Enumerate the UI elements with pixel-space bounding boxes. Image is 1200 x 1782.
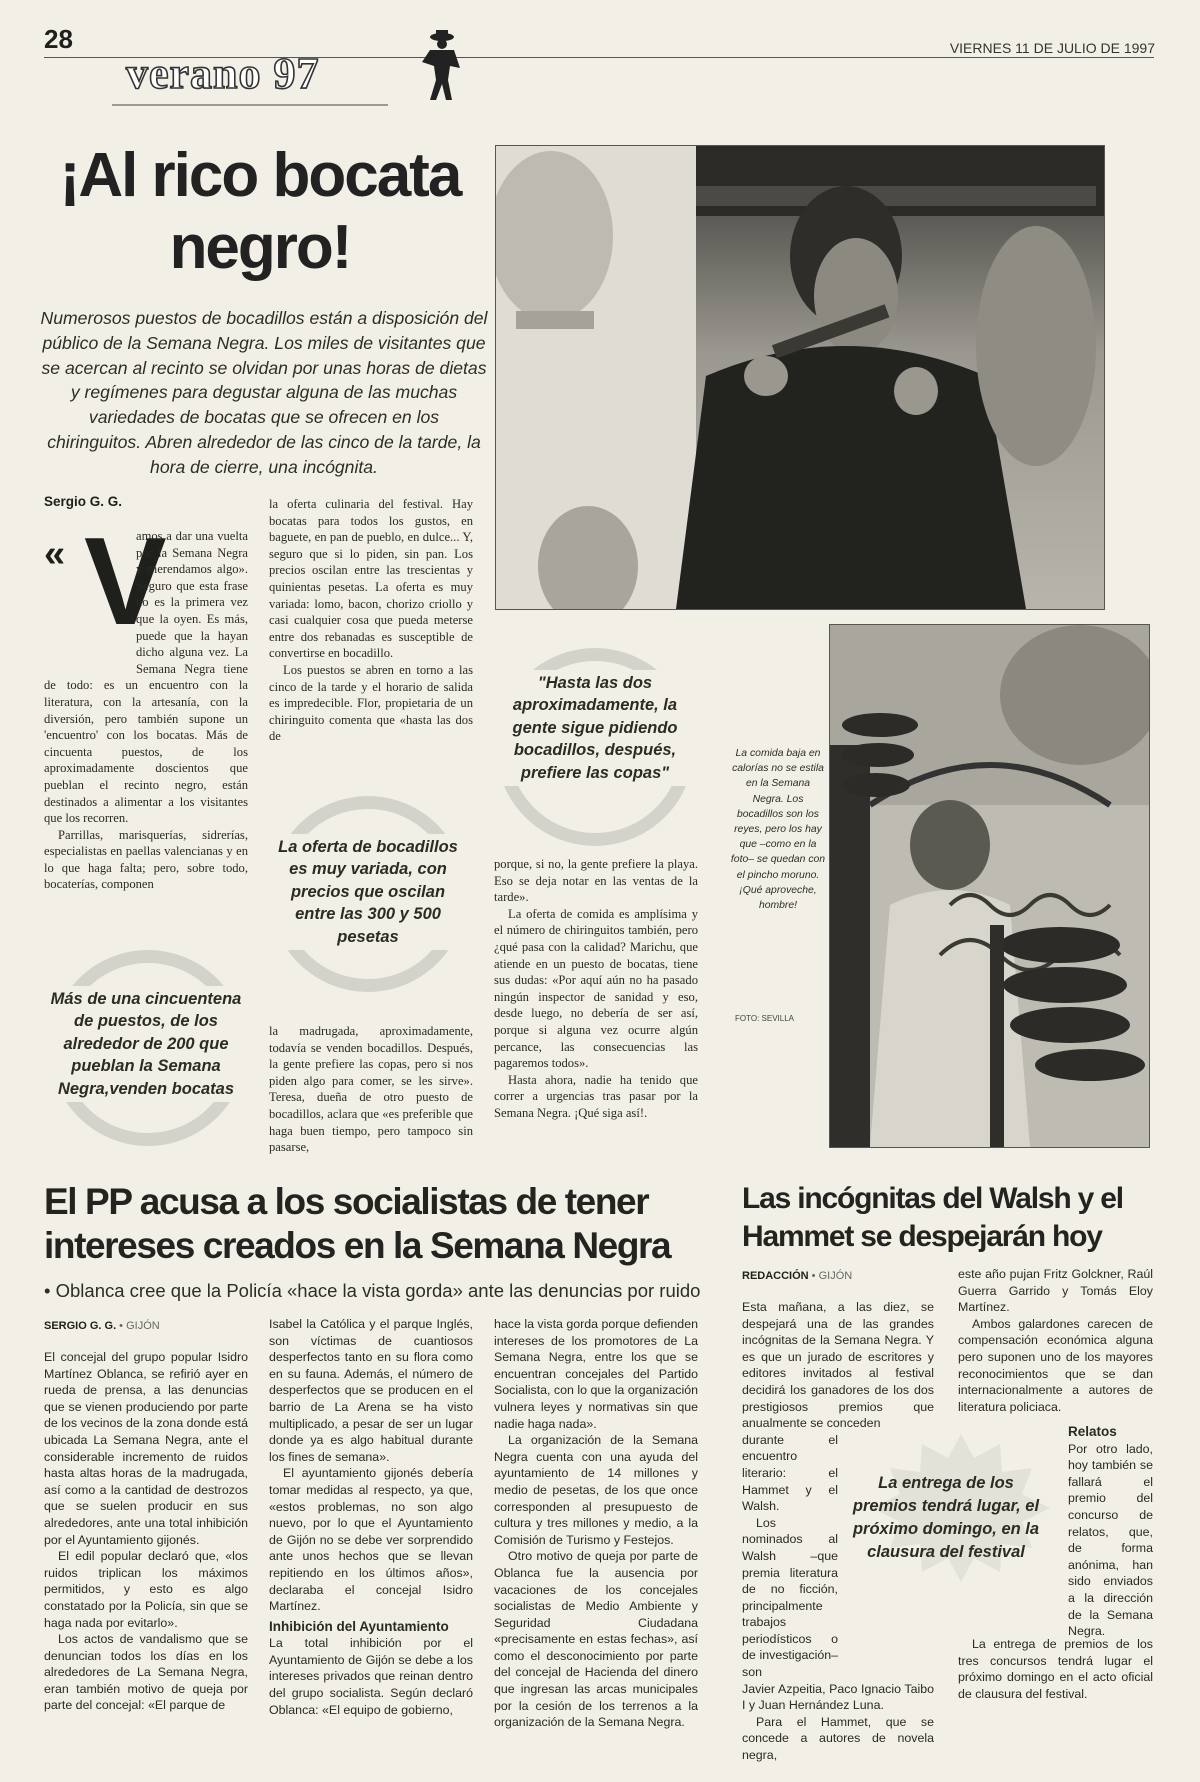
walsh-col1-p1a: Esta mañana, a las diez, se despejará una de las grandes incógnitas de la Semana Negra. Y es que un jurado de escritores y editores invitados al festival decidirá los ganadores de los dos prestigiosos premios que anualmente se conceden bbox=[742, 1300, 934, 1431]
pull-quote-2: La oferta de bocadillos es muy variada, con precios que oscilan entre las 300 y 500 pesetas bbox=[270, 834, 466, 950]
walsh-col2-top bbox=[958, 1266, 1153, 1415]
walsh-headline-line2: Hammet se despejarán hoy bbox=[742, 1220, 1102, 1253]
pp-headline bbox=[44, 1180, 724, 1268]
main-col1-p1: amos a dar una vuelta por la Semana Negra y merendamos algo». Seguro que esta frase no es la primera vez que la oyen. Es más, puede que la hayan dicho alguna vez. La Semana Negra tiene de todo: es un encuentro con la literatura, con la artesanía, con la diversión, pero también supone un 'encuentro' con los bocatas. Más de cincuenta puestos, de los aproximadamente doscientos que pueblan el recinto negro, están destinados a alimentar a los visitantes que los recorren. bbox=[44, 529, 248, 826]
pp-col2-p1: Isabel la Católica y el parque Inglés, son víctimas de cuantiosos desperfectos tanto en su flora como en su fauna. Además, el número de desperfectos que se producen en el barrio de La Arena se ha visto multiplicado, a pesar de ser un lugar donde ya es algo habitual durante los fines de semana». bbox=[269, 1317, 473, 1464]
walsh-byline-name: REDACCIÓN bbox=[742, 1270, 809, 1282]
main-headline bbox=[40, 140, 480, 284]
pp-col1-p2: El edil popular declaró que, «los ruidos triplican los máximos permitidos, y esto es algo constatado por la Policía, sin que se haga nada por evitarlo». bbox=[44, 1549, 248, 1630]
drop-quote: « bbox=[44, 533, 66, 575]
pp-col1-p3: Los actos de vandalismo que se denuncian todos los días en los alrededores de La Semana Negra, eran también motivo de queja por parte del concejal: «El parque de bbox=[44, 1632, 248, 1713]
pp-col3-p2: La organización de la Semana Negra cuenta con una ayuda del ayuntamiento de 14 millones y medio de pesetas, de los que once corresponden al presupuesto de cultura y tres millones y medio, a la Comisión de Turismo y Festejos. bbox=[494, 1433, 698, 1547]
pp-byline-place: • GIJÓN bbox=[116, 1320, 160, 1332]
main-col2-bottom bbox=[269, 1023, 473, 1156]
walsh-col2-p4: La entrega de premios de los tres concursos tendrá lugar el próximo domingo en el acto oficial de clausura del festival. bbox=[958, 1637, 1153, 1701]
walsh-col2-p1: este año pujan Fritz Golckner, Raúl Guerra Garrido y Tomás Eloy Martínez. bbox=[958, 1267, 1153, 1315]
walsh-col1-p1b: durante el encuentro literario: el Hammet y el Walsh. bbox=[742, 1432, 838, 1514]
walsh-col1-p2b: Javier Azpeitia, Paco Ignacio Taibo I y Juan Hernández Luna. bbox=[742, 1681, 934, 1713]
main-col3-p1: porque, si no, la gente prefiere la playa. Eso se deja notar en las ventas de la tarde». bbox=[494, 857, 698, 905]
walsh-col2-heading: Relatos bbox=[1068, 1424, 1117, 1439]
main-col2-p3: la madrugada, aproximadamente, todavía se venden bocadillos. Después, la gente prefiere las copas, pero si nos piden algo para comer, se les sirve». Teresa, dueña de otro puesto de bocadillos, aclara que «es preferible que haga buen tiempo, pero tampoco sin pasarse, bbox=[269, 1024, 473, 1155]
main-photo bbox=[495, 145, 1105, 610]
pp-headline-line2: intereses creados en la Semana Negra bbox=[44, 1225, 671, 1266]
pp-col3-p3: Otro motivo de queja por parte de Oblanca fue la ausencia por vacaciones de los concejales socialistas de Medio Ambiente y Seguridad Ciudadana «precisamente en estas fechas», así como el desconocimiento por parte del concejal de Hacienda del dinero que ingresan las arcas municipales por la cesión de los terrenos a la organización de la Semana Negra. bbox=[494, 1549, 698, 1730]
main-col3-p3: Hasta ahora, nadie ha tenido que correr a urgencias tras pasar por la Semana Negra. ¡Qué siga así!. bbox=[494, 1072, 698, 1120]
walsh-byline bbox=[742, 1270, 852, 1282]
skewer-photo bbox=[829, 624, 1150, 1148]
main-col2-p2: Los puestos se abren en torno a las cinco de la tarde y el horario de salida es impredecible. Flor, propietaria de un chiringuito comenta que «hasta las dos de bbox=[269, 662, 473, 744]
walsh-col1-p2: Los nominados al Walsh –que premia literatura de no ficción, principalmente trabajos periodísticos o de investigación– son bbox=[742, 1515, 838, 1680]
main-lead: Numerosos puestos de bocadillos están a disposición del público de la Semana Negra. Los miles de visitantes que se acercan al recinto se olvidan por unas horas de dietas y regímenes para degustar alguna de las muchas variedades de bocatas que se ofrecen en los chiringuitos. Abren alrededor de las cinco de la tarde, la hora de cierre, una incógnita. bbox=[40, 308, 488, 477]
walsh-headline bbox=[742, 1180, 1162, 1256]
main-col2-p1: la oferta culinaria del festival. Hay bocatas para todos los gustos, en baguete, en pan de pueblo, en dulce... Y, seguro que si lo piden, sin pan. Los precios oscilan entre las trescientas y quinientas pesetas. La oferta es muy variada: lomo, bacon, chorizo criollo y casi cualquier cosa que pueda meterse entre dos rebanadas es susceptible de convertirse en bocadillo. bbox=[269, 497, 473, 661]
pp-col2-p2: El ayuntamiento gijonés debería tomar medidas al respecto, ya que, «estos problemas, no son algo nuevo, por lo que el Ayuntamiento de Gijón no se debe ver sorprendido ante unos hechos que se llevan repitiendo en los últimos años», declaraba el concejal Isidro Martínez. bbox=[269, 1466, 473, 1614]
walsh-col2-p3: Por otro lado, hoy también se fallará el premio del concurso de relatos, que, de forma anónima, han sido enviados a la dirección de la Semana Negra. bbox=[1068, 1441, 1153, 1639]
pp-col2-heading: Inhibición del Ayuntamiento bbox=[269, 1618, 449, 1634]
pp-subtitle: • Oblanca cree que la Policía «hace la vista gorda» ante las denuncias por ruido bbox=[44, 1280, 701, 1301]
pp-byline-name: SERGIO G. G. bbox=[44, 1320, 117, 1332]
walsh-pull-quote: La entrega de los premios tendrá lugar, el próximo domingo, en la clausura del festival bbox=[852, 1474, 1040, 1561]
drop-cap: V bbox=[84, 513, 167, 651]
pp-col3-p1: hace la vista gorda porque defienden intereses de los promotores de La Semana Negra, entre los que se encuentran concejales del Partido Socialista, con lo que la organización vulnera leyes y normativas sin que nadie haga nada». bbox=[494, 1317, 698, 1431]
skewer-photo-image bbox=[830, 625, 1149, 1147]
walsh-col2-p2: Ambos galardones carecen de compensación económica alguna pero suponen uno de los mayores reconocimientos que se dan internacionalmente a autores de literatura policiaca. bbox=[958, 1316, 1153, 1414]
photo-credit: FOTO: SEVILLA bbox=[735, 1014, 794, 1023]
pp-col1 bbox=[44, 1349, 248, 1714]
pp-col3 bbox=[494, 1316, 698, 1731]
pp-col2-p3: La total inhibición por el Ayuntamiento de Gijón se debe a los intereses privados que reinan dentro del grupo socialista. Según declaró Oblanca: «El equipo de gobierno, bbox=[269, 1636, 473, 1717]
issue-date: VIERNES 11 DE JULIO DE 1997 bbox=[949, 40, 1155, 56]
pull-quote-1: "Hasta las dos aproximadamente, la gente sigue pidiendo bocadillos, después, prefiere las copas" bbox=[496, 670, 694, 786]
main-photo-image bbox=[496, 146, 1104, 609]
page-number: 28 bbox=[44, 24, 73, 54]
pull-quote-3: Más de una cincuentena de puestos, de los alrededor de 200 que pueblan la Semana Negra,venden bocatas bbox=[46, 986, 246, 1102]
pp-col2 bbox=[269, 1316, 473, 1718]
photo-caption: La comida baja en calorías no se estila en la Semana Negra. Los bocadillos son los reyes, pero los hay que –como en la foto– se quedan con el pincho moruno. ¡Qué aproveche, hombre! bbox=[730, 748, 826, 912]
main-col2-top bbox=[269, 496, 473, 745]
main-col3 bbox=[494, 856, 698, 1122]
section-title: verano 97 bbox=[126, 49, 320, 98]
pp-col1-p1: El concejal del grupo popular Isidro Martínez Oblanca, se refirió ayer en rueda de prensa, a las denuncias que se vienen produciendo por parte de los vecinos de la zona donde está ubicada La Semana Negra, ante el considerable incremento de ruidos hasta altas horas de la madrugada, así como a la cantidad de destrozos que se suelen producir en sus alrededores, ante una total inhibición por el Ayuntamiento gijonés. bbox=[44, 1350, 248, 1547]
main-headline-line2: negro! bbox=[169, 213, 351, 282]
pp-headline-line1: El PP acusa a los socialistas de tener bbox=[44, 1181, 649, 1222]
main-headline-line1: ¡Al rico bocata bbox=[59, 141, 461, 210]
pp-byline bbox=[44, 1320, 160, 1332]
main-byline: Sergio G. G. bbox=[44, 494, 123, 509]
walsh-col2-mid bbox=[1068, 1424, 1153, 1640]
walsh-col1-p3: Para el Hammet, que se concede a autores de novela negra, bbox=[742, 1714, 934, 1763]
main-col1-p2: Parrillas, marisquerías, sidrerías, especialistas en paellas valencianas y en lo que haga falta; pero, sobre todo, bocaterías, componen bbox=[44, 827, 248, 892]
main-col1 bbox=[44, 528, 248, 893]
section-logo bbox=[112, 49, 388, 106]
walsh-col2-bottom bbox=[958, 1636, 1153, 1702]
walsh-byline-place: • GIJÓN bbox=[808, 1270, 853, 1282]
walsh-headline-line1: Las incógnitas del Walsh y el bbox=[742, 1182, 1123, 1215]
main-col3-p2: La oferta de comida es amplísima y el número de chiringuitos también, pero ¿qué pasa con la calidad? Marichu, que atiende en un puesto de bocatas, tiene sus dudas: «Por aquí aún no ha pasado ningún inspector de sanidad y eso, desde luego, no debería de ser así, porque si alguna vez ocurre algún percance, las consecuencias las pagaremos todos». bbox=[494, 906, 698, 1071]
detective-silhouette-icon bbox=[416, 28, 466, 104]
